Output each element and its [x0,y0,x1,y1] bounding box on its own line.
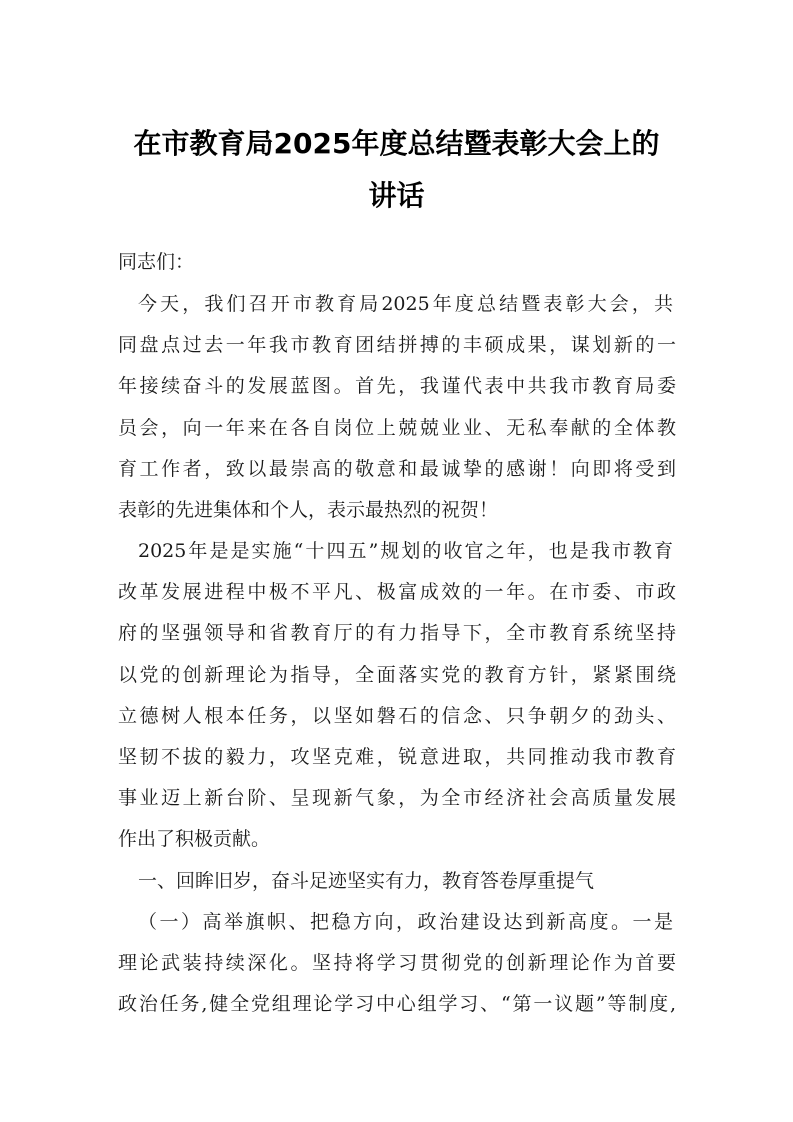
body-line: 以党的创新理论为指导，全面落实党的教育方针，紧紧围绕 [118,664,676,686]
body-line: 育工作者，致以最崇高的敬意和最诚挚的感谢！向即将受到 [118,458,676,480]
body-line: 员会，向一年来在各自岗位上兢兢业业、无私奉献的全体教 [118,417,676,439]
body-line: 理论武装持续深化。坚持将学习贯彻党的创新理论作为首要 [118,952,676,974]
body-line: 同盘点过去一年我市教育团结拼搏的丰硕成果，谋划新的一 [118,334,676,356]
body-line: 事业迈上新台阶、呈现新气象，为全市经济社会高质量发展 [118,787,676,809]
body-line: 2025年是是实施“十四五”规划的收官之年，也是我市教育 [138,540,673,562]
body-line: 改革发展进程中极不平凡、极富成效的一年。在市委、市政 [118,581,676,603]
body-line: 政治任务,健全党组理论学习中心组学习、“第一议题”等制度, [118,993,676,1015]
body-line: 作出了积极贡献。 [118,828,271,850]
title-line-1: 在市教育局2025年度总结暨表彰大会上的 [133,127,660,160]
title-line-2: 讲话 [368,179,425,212]
salutation: 同志们： [118,251,195,273]
body-line: 府的坚强领导和省教育厅的有力指导下，全市教育系统坚持 [118,622,676,644]
body-line: 表彰的先进集体和个人，表示最热烈的祝贺！ [118,499,499,521]
body-line: 今天，我们召开市教育局2025年度总结暨表彰大会，共 [138,293,673,315]
section-heading: 一、回眸旧岁，奋斗足迹坚实有力，教育答卷厚重提气 [138,870,595,892]
body-line: 坚韧不拔的毅力，攻坚克难，锐意进取，共同推动我市教育 [118,746,676,768]
body-line: （一）高举旗帜、把稳方向，政治建设达到新高度。一是 [138,911,673,933]
document-title [110,118,683,222]
body-line: 立德树人根本任务，以坚如磐石的信念、只争朝夕的劲头、 [118,705,676,727]
body-line: 年接续奋斗的发展蓝图。首先，我谨代表中共我市教育局委 [118,375,676,397]
